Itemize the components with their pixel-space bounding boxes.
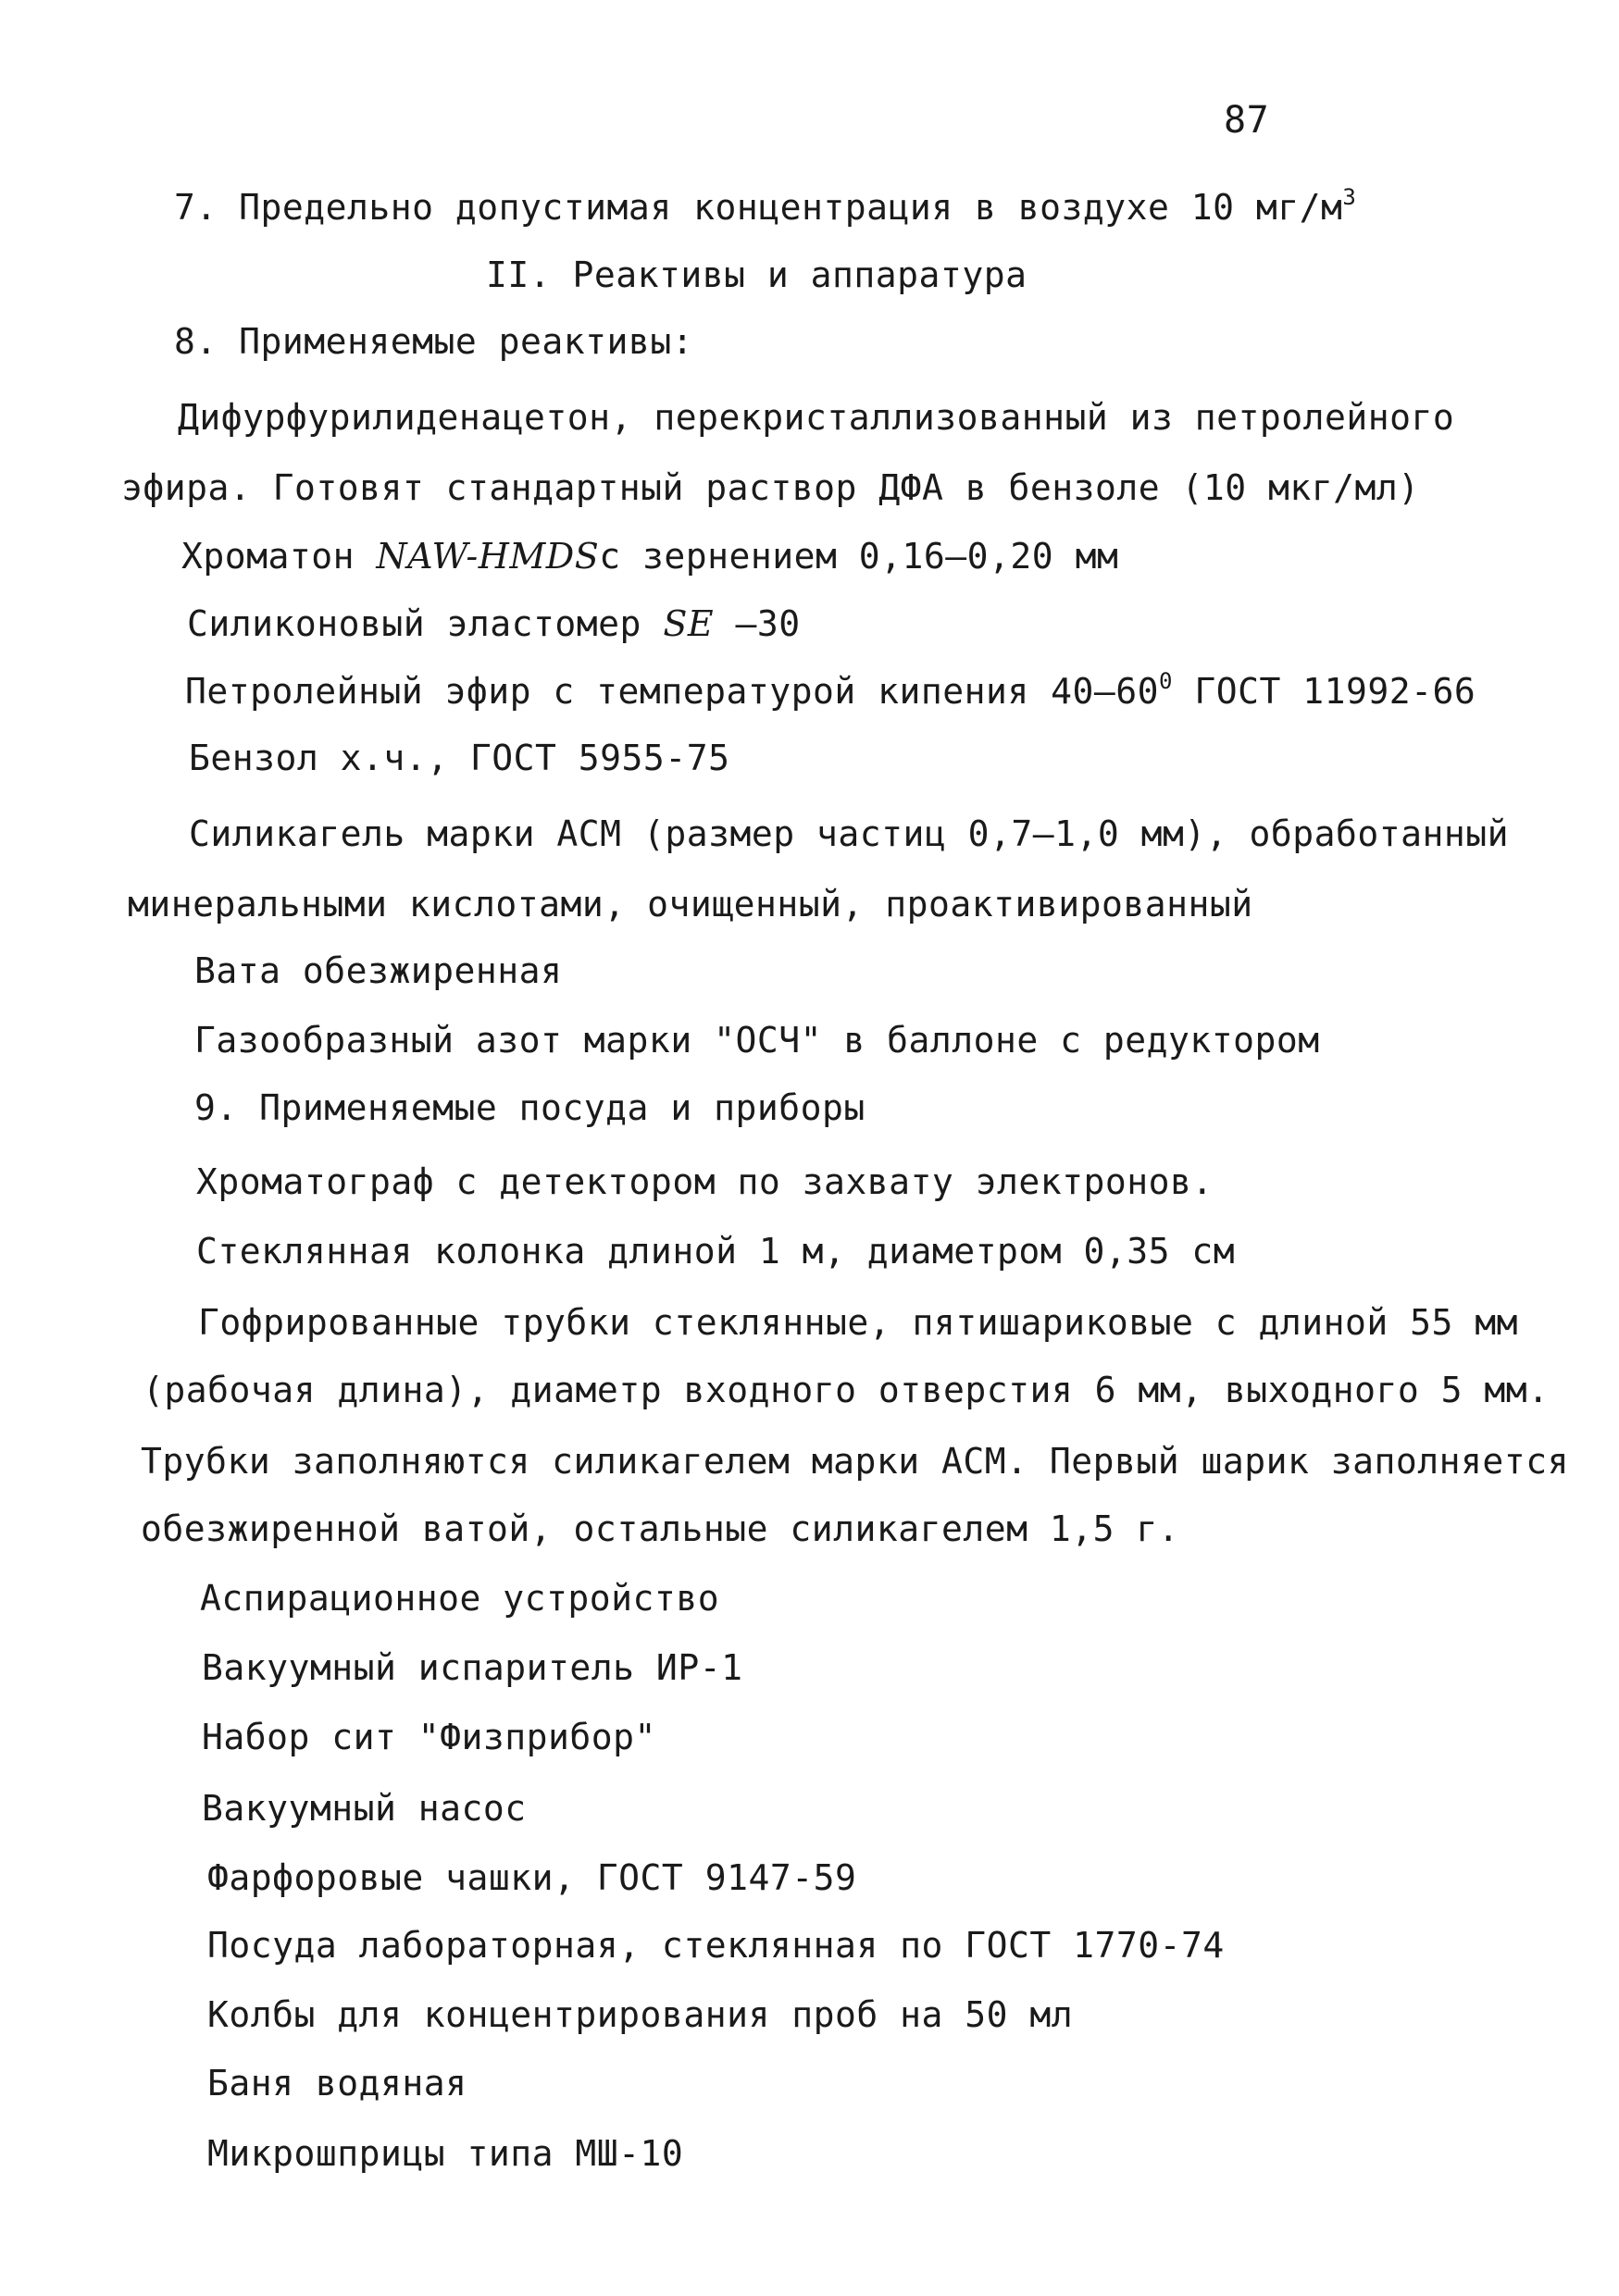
silica-gel-line-2: минеральными кислотами, очищенный, проактивированный bbox=[128, 884, 1253, 925]
equipment-item: Набор сит "Физприбор" bbox=[202, 1717, 656, 1757]
equipment-item: Посуда лабораторная, стеклянная по ГОСТ 1770-74 bbox=[207, 1925, 1225, 1966]
equipment-item: Вакуумный испаритель ИР-1 bbox=[202, 1647, 743, 1688]
tubes-line: обезжиренной ватой, остальные силикагелем 1,5 г. bbox=[141, 1508, 1180, 1549]
petroleum-ether-degree: 0 bbox=[1159, 668, 1173, 694]
chromaton-prefix: Хроматон bbox=[181, 536, 377, 577]
reagent-line-1: Дифурфурилиденацетон, перекристаллизованный из петролейного bbox=[178, 397, 1455, 438]
benzene-line: Бензол х.ч., ГОСТ 5955-75 bbox=[189, 738, 730, 778]
equipment-item: Стеклянная колонка длиной 1 м, диаметром 0,35 см bbox=[196, 1231, 1236, 1272]
section-heading: II. Реактивы и аппаратура bbox=[486, 254, 1027, 295]
equipment-item: Хроматограф с детектором по захвату электронов. bbox=[196, 1161, 1214, 1202]
nitrogen-line: Газообразный азот марки "ОСЧ" в баллоне с редуктором bbox=[194, 1020, 1320, 1061]
elastomer-suffix: –30 bbox=[714, 603, 801, 644]
section-7-superscript: 3 bbox=[1342, 184, 1357, 210]
equipment-item: Микрошприцы типа МШ-10 bbox=[207, 2133, 684, 2174]
section-7-text: 7. Предельно допустимая концентрация в воздухе 10 мг/м bbox=[174, 187, 1343, 228]
elastomer-prefix: Силиконовый эластомер bbox=[187, 603, 664, 644]
page-number: 87 bbox=[1224, 99, 1270, 142]
petroleum-ether-line bbox=[185, 668, 1476, 712]
section-9-title: 9. Применяемые посуда и приборы bbox=[194, 1087, 866, 1128]
silica-gel-line-1: Силикагель марки АСМ (размер частиц 0,7–1,0 мм), обработанный bbox=[189, 813, 1510, 854]
elastomer-line bbox=[187, 603, 801, 644]
elastomer-handwritten-label: SE bbox=[663, 603, 715, 644]
equipment-item: Вакуумный насос bbox=[202, 1788, 527, 1829]
petroleum-ether-gost: ГОСТ 11992-66 bbox=[1172, 671, 1476, 712]
equipment-item: Фарфоровые чашки, ГОСТ 9147-59 bbox=[207, 1857, 857, 1898]
chromaton-suffix: с зернением 0,16–0,20 мм bbox=[599, 536, 1119, 577]
equipment-item: Баня водяная bbox=[207, 2063, 467, 2104]
equipment-item: Аспирационное устройство bbox=[200, 1578, 720, 1619]
section-7-max-concentration bbox=[174, 184, 1357, 228]
tubes-line: Трубки заполняются силикагелем марки АСМ. Первый шарик заполняется bbox=[141, 1441, 1569, 1482]
petroleum-ether-text: Петролейный эфир с температурой кипения 40–60 bbox=[185, 671, 1160, 712]
cotton-line: Вата обезжиренная bbox=[194, 950, 563, 991]
equipment-item: Колбы для концентрирования проб на 50 мл bbox=[207, 1994, 1074, 2035]
reagent-line-2: эфира. Готовят стандартный раствор ДФА в бензоле (10 мкг/мл) bbox=[121, 467, 1420, 508]
chromaton-handwritten-label: NAW-HMDS bbox=[376, 536, 600, 577]
tubes-line: Гофрированные трубки стеклянные, пятишариковые с длиной 55 мм bbox=[198, 1302, 1519, 1343]
section-8-title: 8. Применяемые реактивы: bbox=[174, 321, 694, 362]
tubes-line: (рабочая длина), диаметр входного отверстия 6 мм, выходного 5 мм. bbox=[143, 1370, 1550, 1410]
chromaton-line bbox=[181, 536, 1119, 577]
